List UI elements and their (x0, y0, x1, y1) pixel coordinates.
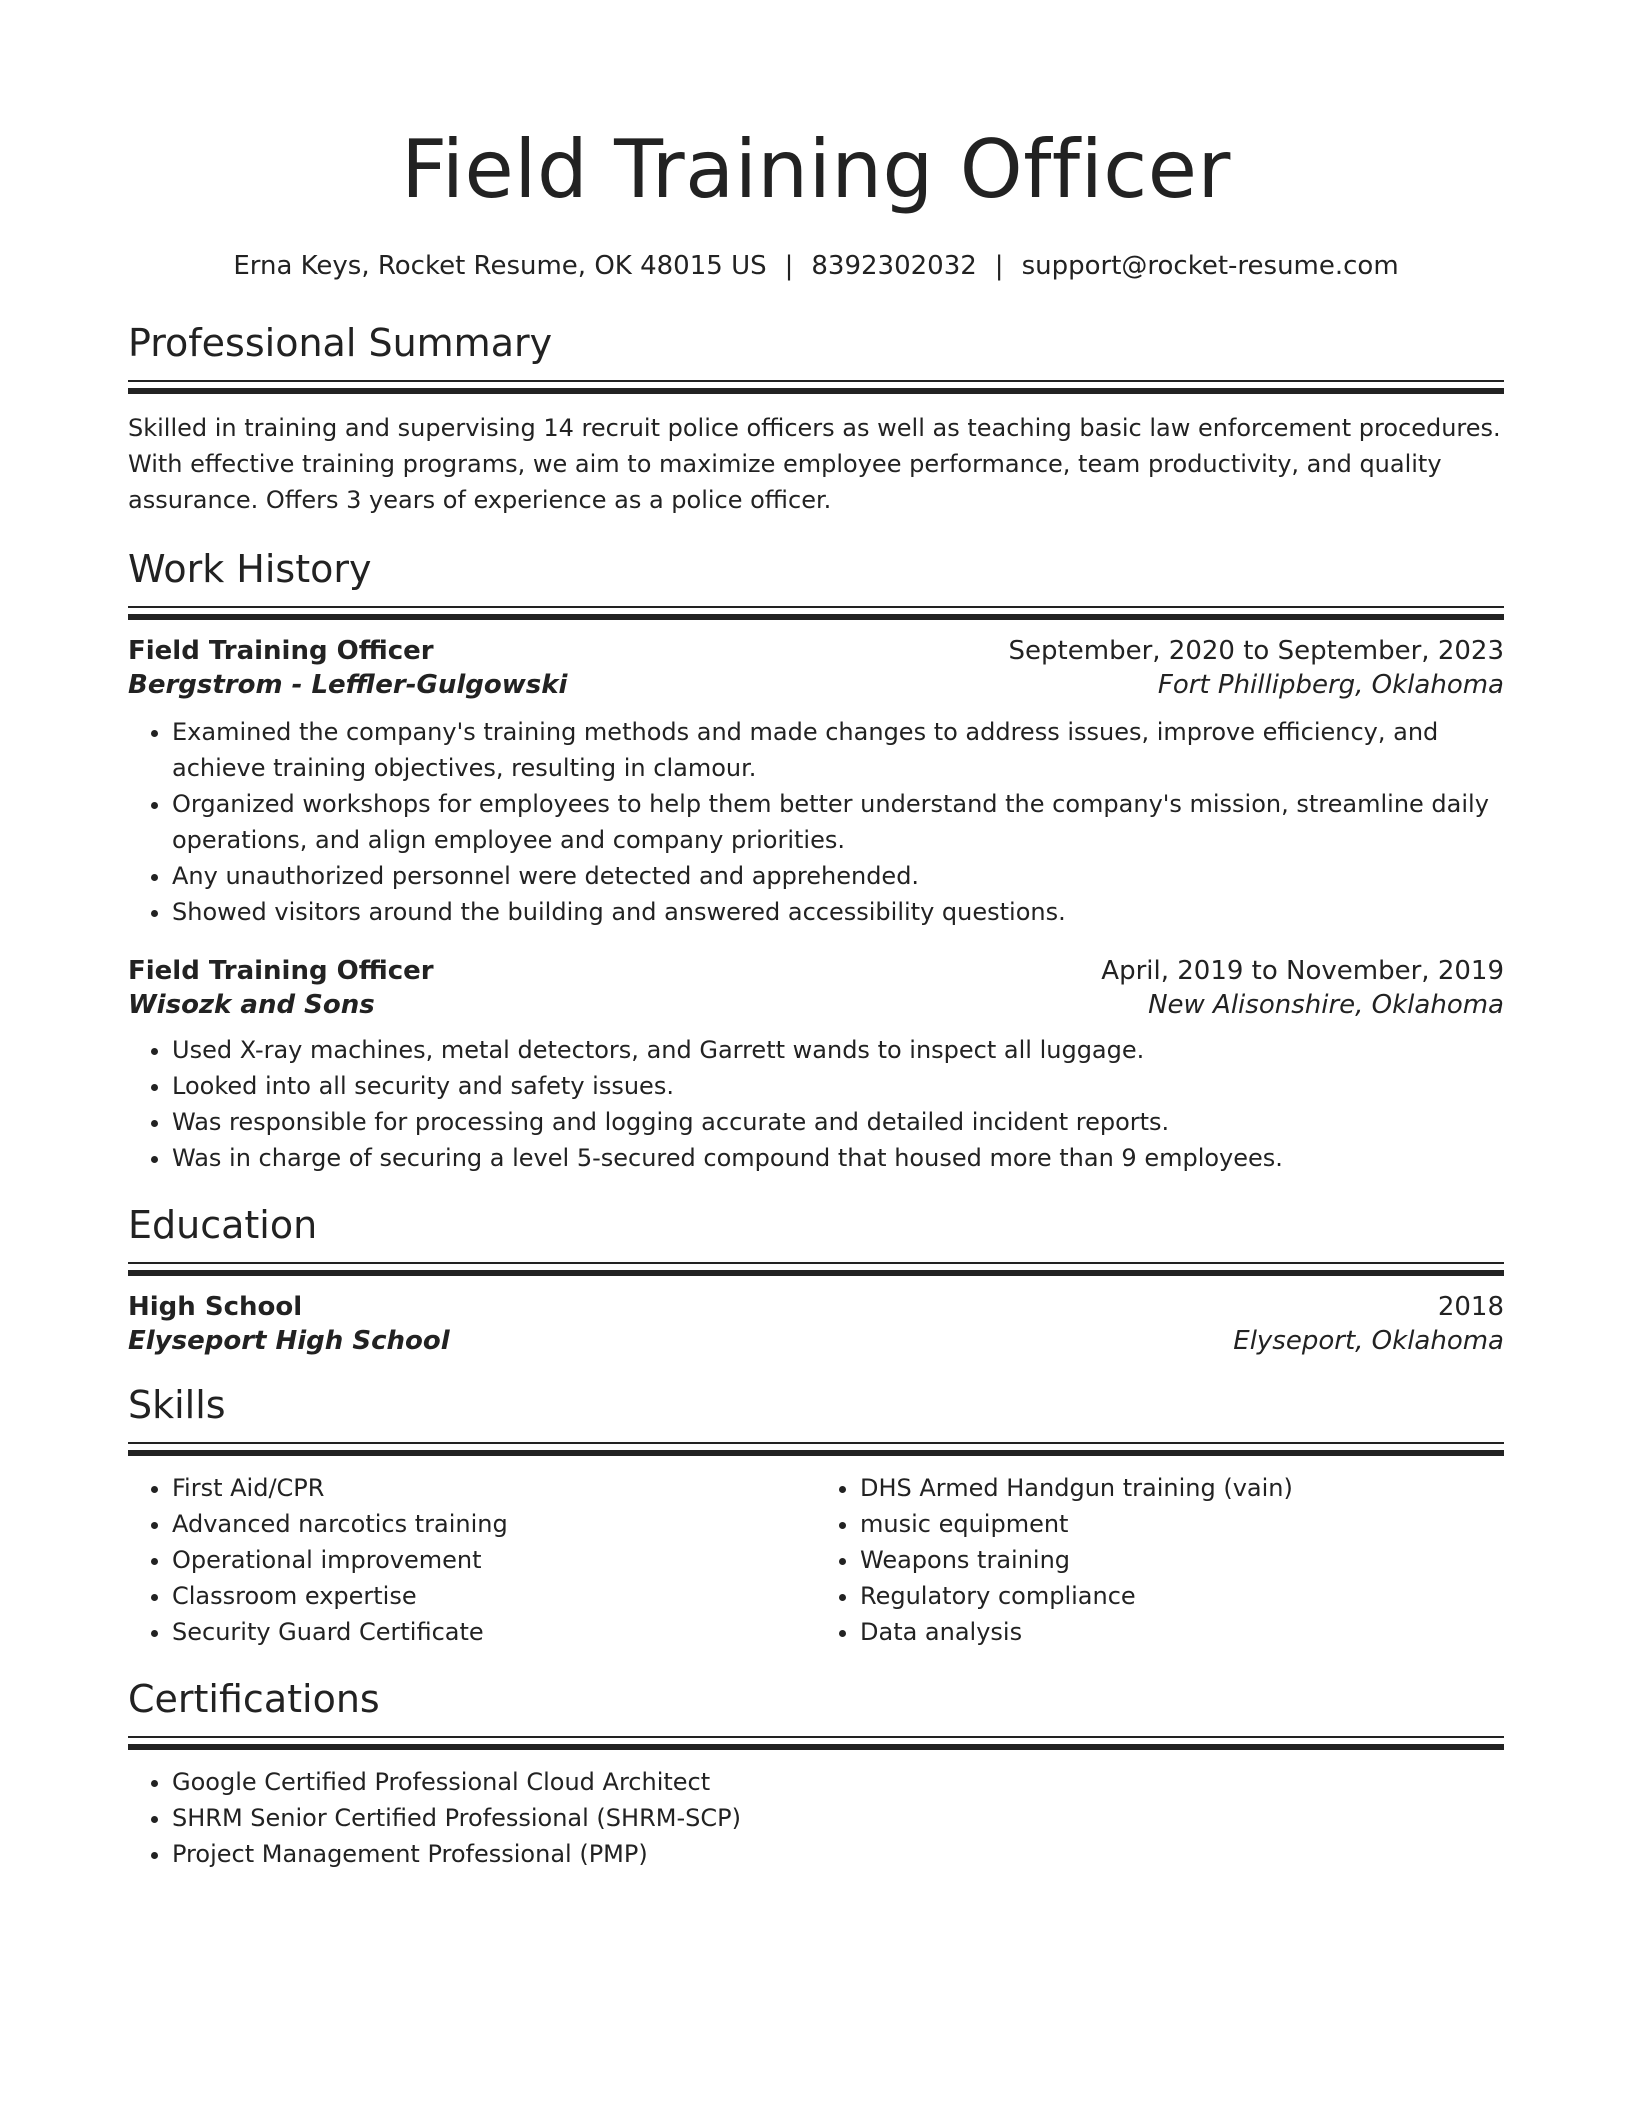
section-divider (128, 1262, 1504, 1276)
education-location: Elyseport, Oklahoma (1233, 1326, 1504, 1356)
summary-heading: Professional Summary (128, 321, 553, 365)
job-dates: September, 2020 to September, 2023 (1008, 636, 1504, 666)
list-item: • DHS Armed Handgun training (vain) (860, 1470, 1504, 1506)
job-company: Bergstrom - Leffler-Gulgowski (128, 670, 568, 700)
page-title: Field Training Officer (401, 123, 1231, 216)
job-title: Field Training Officer (128, 956, 434, 986)
work-history-heading: Work History (128, 547, 372, 591)
list-item: • SHRM Senior Certified Professional (SHRM-SCP) (172, 1800, 1504, 1836)
education-school: Elyseport High School (128, 1326, 450, 1356)
list-item: • Examined the company's training methods and made changes to address issues, improve efficiency, and achieve training objectives, resulting in clamour. (172, 714, 1504, 786)
list-item: • Any unauthorized personnel were detected and apprehended. (172, 858, 1504, 894)
education-heading: Education (128, 1203, 318, 1247)
job-title: Field Training Officer (128, 636, 434, 666)
contact-line (128, 248, 1504, 284)
list-item: • Organized workshops for employees to help them better understand the company's mission, streamline daily operations, and align employee and company priorities. (172, 786, 1504, 858)
contact-email: support@rocket-resume.com (1021, 251, 1399, 281)
list-item: • Looked into all security and safety issues. (172, 1068, 1504, 1104)
skills-section (128, 1380, 1504, 1650)
job-bullets (128, 714, 1504, 930)
list-item: • Regulatory compliance (860, 1578, 1504, 1614)
contact-phone: 8392302032 (811, 251, 977, 281)
contact-separator: | (994, 251, 1004, 281)
list-item: • Operational improvement (172, 1542, 816, 1578)
list-item: • music equipment (860, 1506, 1504, 1542)
skills-list-left (128, 1470, 816, 1650)
list-item: • Classroom expertise (172, 1578, 816, 1614)
job-location: New Alisonshire, Oklahoma (1148, 990, 1504, 1020)
summary-text: Skilled in training and supervising 14 recruit police officers as well as teaching basic law enforcement procedures. With effective training programs, we aim to maximize employee performance, team productivity, and quality assurance. Offers 3 years of experience as a police officer. (128, 414, 1501, 514)
work-history-section (128, 544, 1504, 1176)
list-item: • Used X-ray machines, metal detectors, and Garrett wands to inspect all luggage. (172, 1032, 1504, 1068)
job-entry (128, 636, 1504, 930)
skills-heading: Skills (128, 1383, 226, 1427)
job-company: Wisozk and Sons (128, 990, 375, 1020)
skills-list-right (816, 1470, 1504, 1650)
list-item: • Security Guard Certificate (172, 1614, 816, 1650)
certifications-heading: Certifications (128, 1677, 380, 1721)
skills-columns (128, 1470, 1504, 1650)
list-item: • Advanced narcotics training (172, 1506, 816, 1542)
section-divider (128, 606, 1504, 620)
education-year: 2018 (1437, 1292, 1504, 1322)
education-section (128, 1200, 1504, 1356)
list-item: • Weapons training (860, 1542, 1504, 1578)
job-location: Fort Phillipberg, Oklahoma (1157, 670, 1504, 700)
education-degree: High School (128, 1292, 303, 1322)
contact-address: Erna Keys, Rocket Resume, OK 48015 US (233, 251, 767, 281)
job-dates: April, 2019 to November, 2019 (1101, 956, 1504, 986)
summary-section (128, 318, 1504, 518)
certifications-list (128, 1764, 1504, 1872)
list-item: • Showed visitors around the building and answered accessibility questions. (172, 894, 1504, 930)
contact-separator: | (784, 251, 794, 281)
section-divider (128, 1442, 1504, 1456)
list-item: • First Aid/CPR (172, 1470, 816, 1506)
list-item: • Was in charge of securing a level 5-secured compound that housed more than 9 employees. (172, 1140, 1504, 1176)
job-bullets (128, 1032, 1504, 1176)
list-item: • Was responsible for processing and logging accurate and detailed incident reports. (172, 1104, 1504, 1140)
list-item: • Project Management Professional (PMP) (172, 1836, 1504, 1872)
list-item: • Data analysis (860, 1614, 1504, 1650)
section-divider (128, 1736, 1504, 1750)
list-item: • Google Certified Professional Cloud Architect (172, 1764, 1504, 1800)
job-entry (128, 956, 1504, 1176)
section-divider (128, 380, 1504, 394)
certifications-section (128, 1674, 1504, 1872)
